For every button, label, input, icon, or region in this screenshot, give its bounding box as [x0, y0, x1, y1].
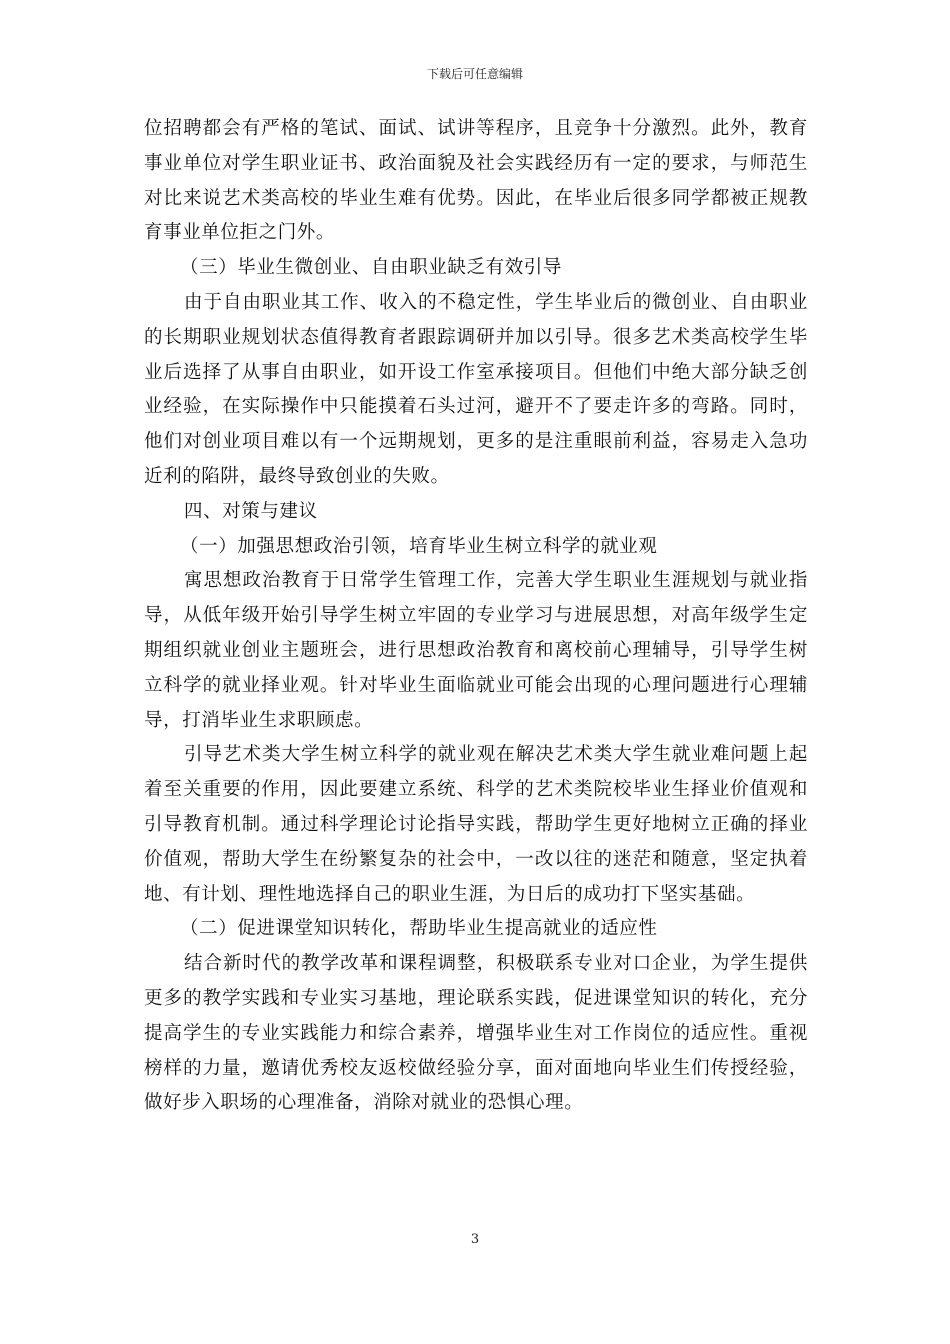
paragraph-continued: 位招聘都会有严格的笔试、面试、试讲等程序，且竞争十分激烈。此外，教育事业单位对学生职业证书、政治面貌及社会实践经历有一定的要求，与师范生对比来说艺术类高校的毕业生难有优势。因此，在毕业后很多同学都被正规教育事业单位拒之门外。: [144, 118, 808, 244]
paragraph-employment-view: 引导艺术类大学生树立科学的就业观在解决艺术类大学生就业难问题上起着至关重要的作用，因此要建立系统、科学的艺术类院校毕业生择业价值观和引导教育机制。通过科学理论讨论指导实践，帮助学生更好地树立正确的择业价值观，帮助大学生在纷繁复杂的社会中，一改以往的迷茫和随意，坚定执着地、有计划、理性地选择自己的职业生涯，为日后的成功打下坚实基础。: [144, 744, 808, 905]
page-number: 3: [470, 1232, 480, 1247]
section-heading-3: （三）毕业生微创业、自由职业缺乏有效引导: [180, 257, 563, 279]
paragraph-knowledge-transfer: 结合新时代的教学改革和课程调整，积极联系专业对口企业，为学生提供更多的教学实践和专业实习基地，理论联系实践，促进课堂知识的转化，充分提高学生的专业实践能力和综合素养，增强毕业生对工作岗位的适应性。重视榜样的力量，邀请优秀校友返校做经验分享，面对面地向毕业生们传授经验，做好步入职场的心理准备，消除对就业的恐惧心理。: [144, 953, 808, 1114]
document-body: [144, 112, 808, 1121]
page-header: 下载后可任意编辑: [426, 67, 523, 81]
section-heading-4: 四、对策与建议: [184, 500, 318, 522]
paragraph-self-employment: 由于自由职业其工作、收入的不稳定性，学生毕业后的微创业、自由职业的长期职业规划状态值得教育者跟踪调研并加以引导。很多艺术类高校学生毕业后选择了从事自由职业，如开设工作室承接项目。但他们中绝大部分缺乏创业经验，在实际操作中只能摸着石头过河，避开不了要走许多的弯路。同时，他们对创业项目难以有一个远期规划，更多的是注重眼前利益，容易走入急功近利的陷阱，最终导致创业的失败。: [144, 291, 808, 487]
subsection-heading-4-1: （一）加强思想政治引领，培育毕业生树立科学的就业观: [180, 535, 658, 557]
subsection-heading-4-2: （二）促进课堂知识转化，帮助毕业生提高就业的适应性: [180, 918, 658, 940]
paragraph-ideology-education: 寓思想政治教育于日常学生管理工作，完善大学生职业生涯规划与就业指导，从低年级开始引导学生树立牢固的专业学习与进展思想，对高年级学生定期组织就业创业主题班会，进行思想政治教育和离校前心理辅导，引导学生树立科学的就业择业观。针对毕业生面临就业可能会出现的心理问题进行心理辅导，打消毕业生求职顾虑。: [144, 570, 808, 731]
